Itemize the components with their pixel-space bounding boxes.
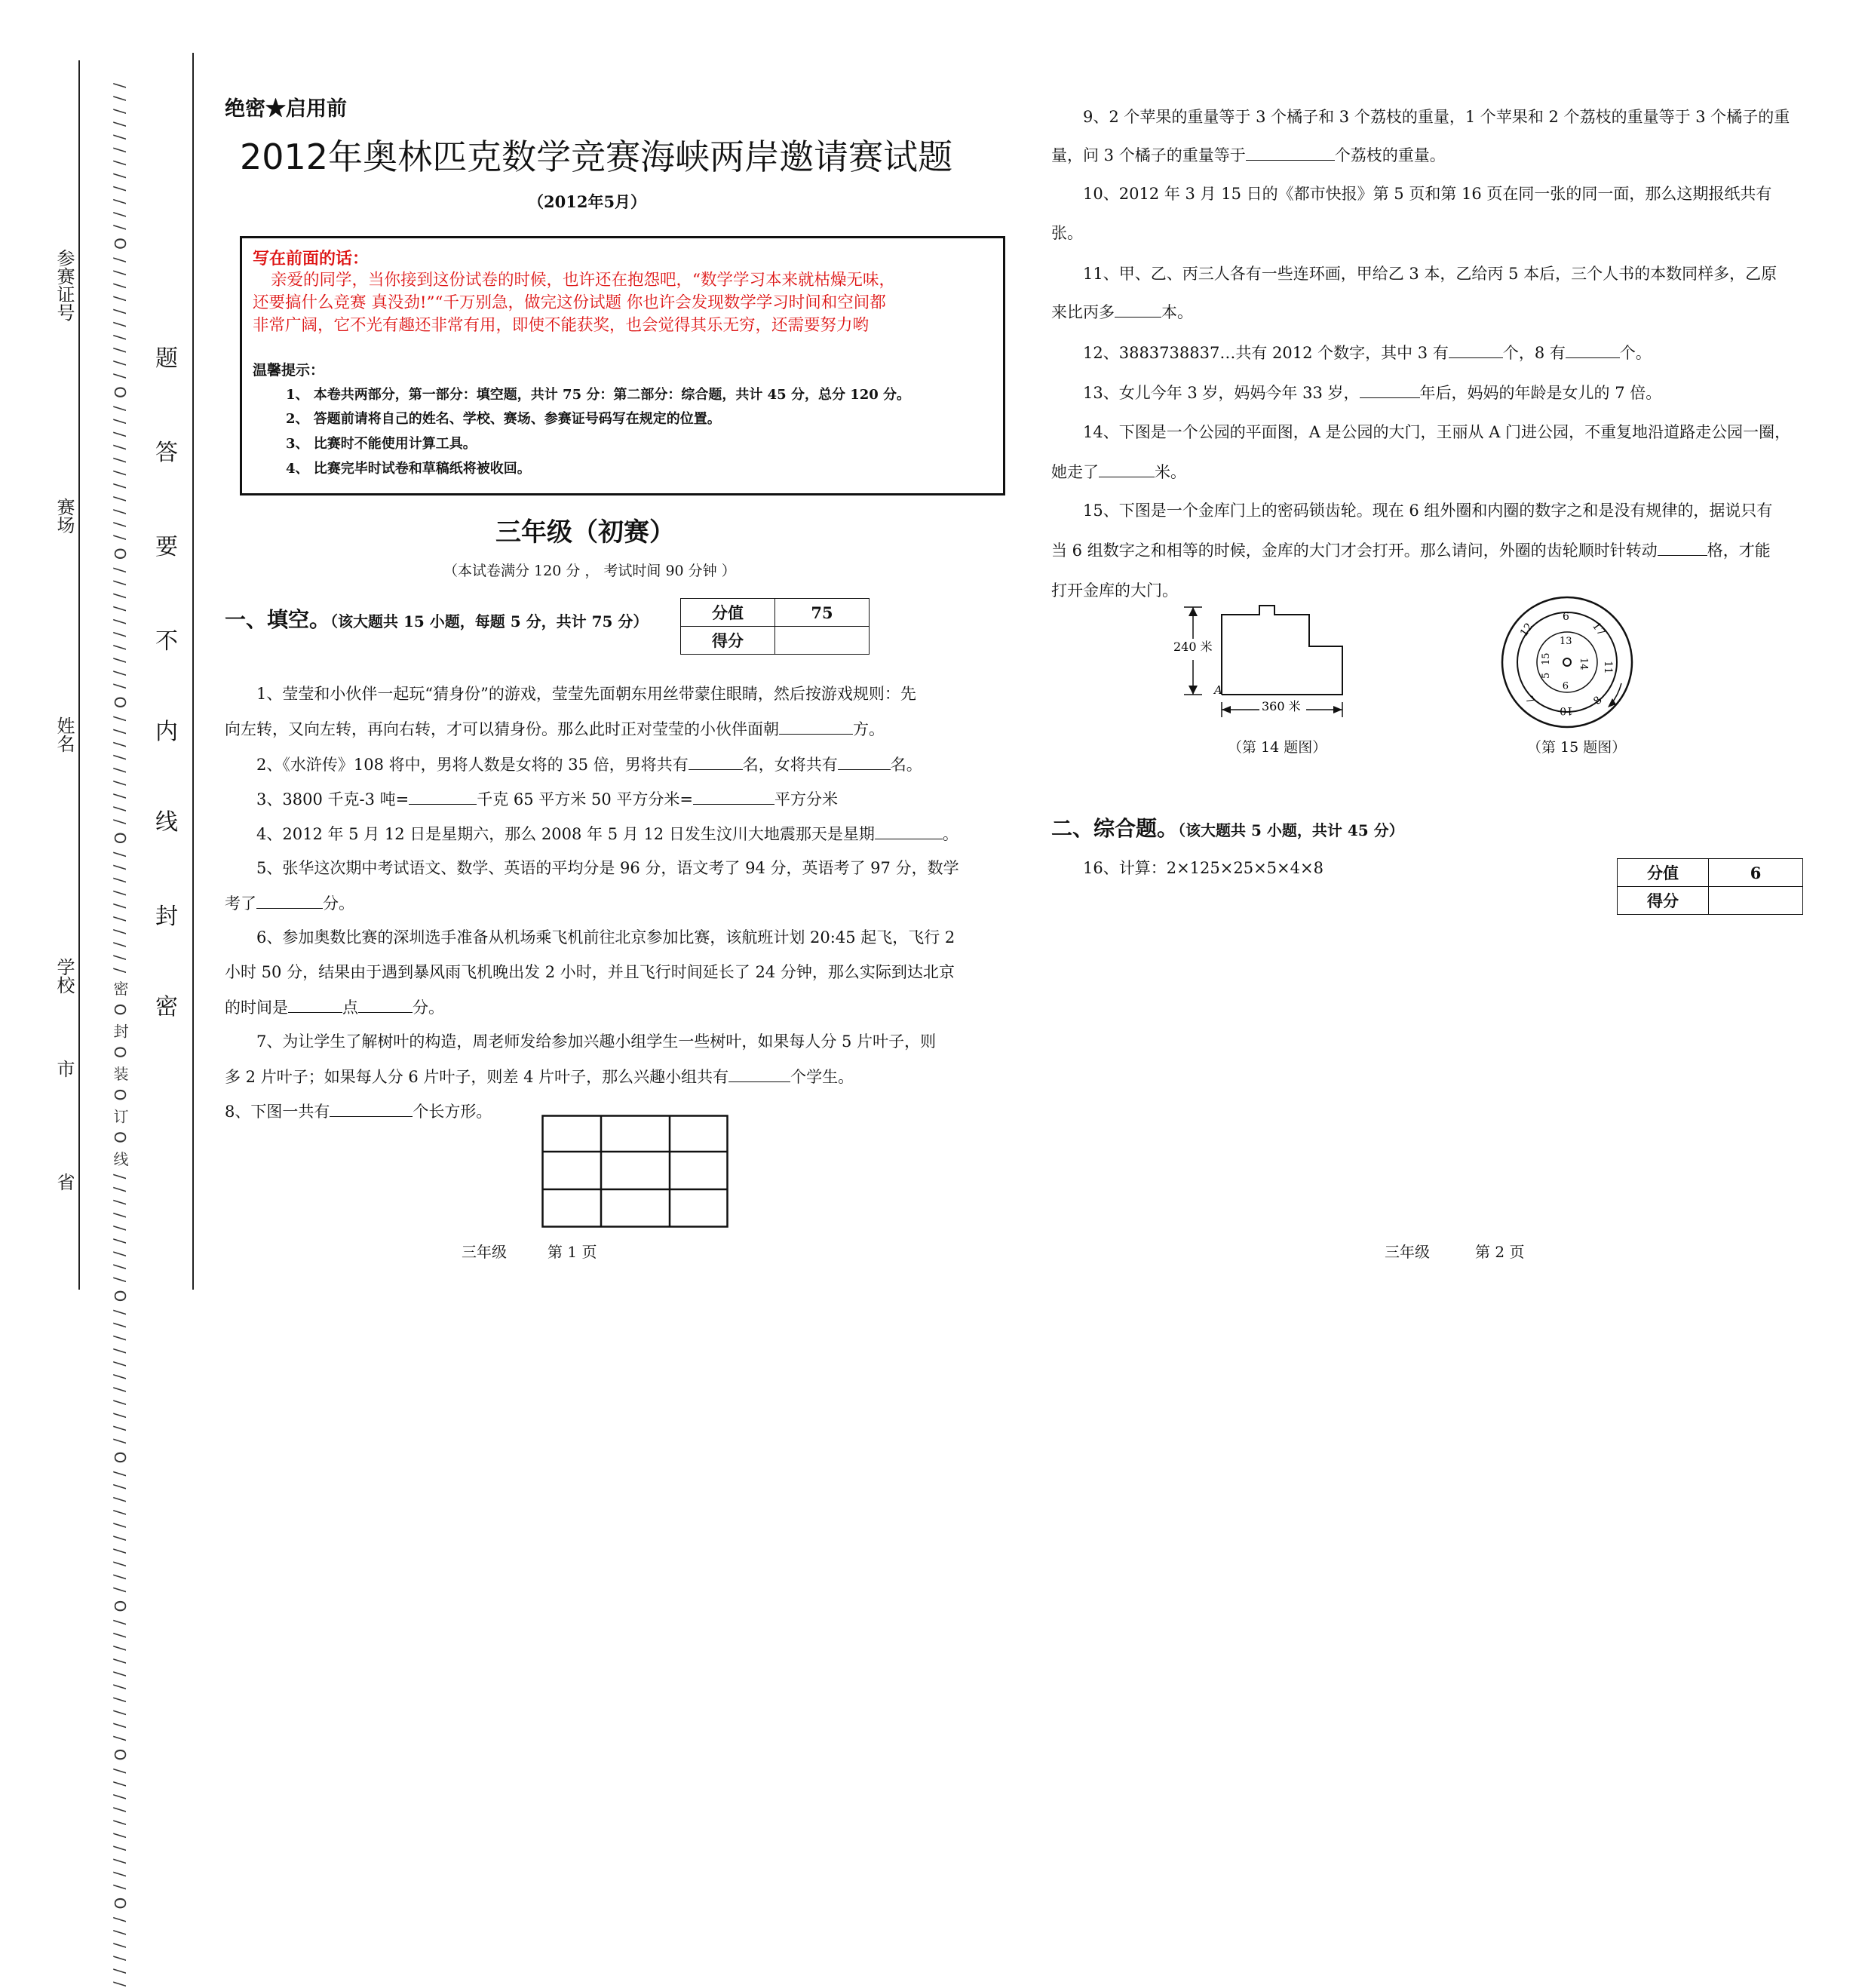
question-line: 9、2 个苹果的重量等于 3 个橘子和 3 个荔枝的重量，1 个苹果和 2 个荔枝的重量等于 3 个橘子的重 xyxy=(1083,108,1790,126)
question-line: 2、《水浒传》108 将中，男将人数是女将的 35 倍，男将共有 名，女将共有 名。 xyxy=(256,756,922,774)
question-line: 量，问 3 个橘子的重量等于 个荔枝的重量。 xyxy=(1051,146,1446,164)
answer-blank[interactable] xyxy=(838,754,891,770)
fig14-point-a: A xyxy=(1214,683,1222,697)
question-line: 8、下图一共有 个长方形。 xyxy=(225,1103,492,1121)
answer-blank[interactable] xyxy=(358,997,413,1013)
warning-char: 封 xyxy=(155,903,178,930)
question-line: 4、2012 年 5 月 12 日是星期六，那么 2008 年 5 月 12 日发生汶川大地震那天是星期 。 xyxy=(256,825,959,843)
question-line: 张。 xyxy=(1051,224,1083,242)
answer-blank[interactable] xyxy=(1246,145,1335,161)
fig15-outer-number: 17 xyxy=(1590,620,1608,639)
field-venue-label: 赛场 xyxy=(54,498,75,534)
fig14-height-label: 240 米 xyxy=(1173,640,1213,654)
seal-dotted-line: / / / / / / / / / / / / O / / / / / / / / / / O / / / / / / / / / / / O / / / / / / / / / / O / / / / / / / / / O / / / / / / / / / / 密 O 封 O 装 O 订 O 线 / / / / / / / / / O / / / / / / / / / / / O / / / / / / / / / / O / / / / / / / / / / O / / / / / / / / / / O / / / / / / xyxy=(111,83,129,1988)
notice-line: 亲爱的同学，当你接到这份试卷的时候，也许还在抱怨吧，“数学学习本来就枯燥无味， xyxy=(271,271,895,290)
answer-blank[interactable] xyxy=(256,893,323,909)
footer-page: 第 1 页 xyxy=(547,1243,597,1261)
answer-blank[interactable] xyxy=(1566,342,1620,358)
answer-blank[interactable] xyxy=(1099,462,1155,477)
fig15-outer-number: 10 xyxy=(1560,704,1573,716)
notice-box xyxy=(240,236,1005,495)
section2-heading xyxy=(1051,812,1404,842)
got-label: 得分 xyxy=(681,627,775,655)
fig14-park-plan xyxy=(1161,600,1373,724)
question-line: 15、下图是一个金库门上的密码锁齿轮。现在 6 组外圈和内圈的数字之和是没有规律的，据说只有 xyxy=(1083,502,1773,520)
fig15-outer-number: 12 xyxy=(1517,621,1536,640)
answer-blank[interactable] xyxy=(330,1101,413,1117)
section2-title: 二、综合题。 xyxy=(1051,816,1179,841)
answer-blank[interactable] xyxy=(693,789,774,805)
fig15-inner-number: 13 xyxy=(1560,636,1572,647)
warning-char: 不 xyxy=(155,628,178,655)
exam-date: （2012年5月） xyxy=(528,192,647,211)
question-line: 当 6 组数字之和相等的时候，金库的大门才会打开。那么请问，外圈的齿轮顺时针转动 格，才能 xyxy=(1051,541,1771,560)
question-line: 她走了 米。 xyxy=(1051,463,1186,481)
notice-heading: 写在前面的话： xyxy=(253,249,370,268)
score-value: 6 xyxy=(1709,859,1803,887)
answer-blank[interactable] xyxy=(1658,540,1707,556)
fig15-outer-number: 8 xyxy=(1591,694,1605,707)
section2-desc: （该大题共 5 小题，共计 45 分） xyxy=(1178,821,1404,839)
grade-subtitle: （本试卷满分 120 分 ， 考试时间 90 分钟 ） xyxy=(443,563,736,579)
question-line: 向左转，又向左转，再向右转，才可以猜身份。那么此时正对莹莹的小伙伴面朝 方。 xyxy=(225,720,885,738)
secret-label: 绝密★启用前 xyxy=(225,97,347,121)
answer-blank[interactable] xyxy=(409,789,477,805)
fig15-inner-number: 5 xyxy=(1541,672,1552,679)
answer-blank[interactable] xyxy=(875,824,943,839)
answer-blank[interactable] xyxy=(288,997,342,1013)
fig15-inner-number: 9 xyxy=(1562,679,1569,690)
question-line: 小时 50 分，结果由于遇到暴风雨飞机晚出发 2 小时，并且飞行时间延长了 24 分钟，那么实际到达北京 xyxy=(225,963,955,981)
footer-grade: 三年级 xyxy=(1385,1243,1430,1261)
section1-heading xyxy=(225,603,648,634)
question-line: 13、女儿今年 3 岁，妈妈今年 33 岁， 年后，妈妈的年龄是女儿的 7 倍。 xyxy=(1083,384,1662,402)
binding-line-right xyxy=(192,53,194,1290)
tip-item: 2、 答题前请将自己的姓名、学校、赛场、参赛证号码写在规定的位置。 xyxy=(286,411,721,427)
question-16: 16、计算：2×125×25×5×4×8 xyxy=(1083,859,1324,877)
section1-score-table xyxy=(680,598,870,655)
field-city-label: 市 xyxy=(54,1060,75,1078)
answer-blank[interactable] xyxy=(1115,302,1161,318)
question-line: 来比丙多 本。 xyxy=(1051,303,1193,321)
answer-blank[interactable] xyxy=(1360,382,1420,398)
exam-title: 2012年奥林匹克数学竞赛海峡两岸邀请赛试题 xyxy=(240,137,953,177)
question-line: 12、3883738837…共有 2012 个数字，其中 3 有 个，8 有 个。 xyxy=(1083,344,1652,362)
tip-item: 3、 比赛时不能使用计算工具。 xyxy=(286,436,477,452)
question-line: 打开金库的大门。 xyxy=(1051,581,1178,600)
tip-item: 4、 比赛完毕时试卷和草稿纸将被收回。 xyxy=(286,461,531,477)
question-line: 14、下图是一个公园的平面图，A 是公园的大门，王丽从 A 门进公园，不重复地沿道路走公园一圈， xyxy=(1083,423,1791,441)
section1-title: 一、填空。 xyxy=(225,607,331,632)
got-value-cell[interactable] xyxy=(1709,887,1803,915)
field-exam-id-label: 参赛证号 xyxy=(54,249,75,321)
question-line: 多 2 片叶子；如果每人分 6 片叶子，则差 4 片叶子，那么兴趣小组共有 个学生。 xyxy=(225,1068,854,1086)
tips-title: 温馨提示： xyxy=(253,362,325,379)
warning-char: 内 xyxy=(155,719,178,745)
field-school-label: 学校 xyxy=(54,958,75,994)
field-province-label: 省 xyxy=(54,1173,75,1191)
grade-title: 三年级（初赛） xyxy=(495,517,675,548)
notice-line: 还要搞什么竞赛 真没劲!”“千万别急，做完这份试题 你也许会发现数学学习时间和空间都 xyxy=(253,293,886,312)
section2-score-table xyxy=(1617,858,1803,915)
fig15-inner-number: 14 xyxy=(1578,658,1589,670)
question-line: 5、张华这次期中考试语文、数学、英语的平均分是 96 分，语文考了 94 分，英语考了 97 分，数学 xyxy=(256,859,959,877)
warning-char: 题 xyxy=(155,345,178,372)
question-line: 考了 分。 xyxy=(225,894,354,913)
fig15-outer-number: 6 xyxy=(1563,611,1569,623)
answer-blank[interactable] xyxy=(779,719,853,735)
got-value-cell[interactable] xyxy=(775,627,870,655)
question-line: 1、莹莹和小伙伴一起玩“猜身份”的游戏，莹莹先面朝东用丝带蒙住眼睛，然后按游戏规则：先 xyxy=(256,685,916,703)
fig15-caption: （第 15 题图） xyxy=(1527,739,1627,756)
question-line: 的时间是 点 分。 xyxy=(225,999,444,1017)
notice-line: 非常广阔，它不光有趣还非常有用，即使不能获奖，也会觉得其乐无穷，还需要努力哟 xyxy=(253,316,870,335)
warning-char: 线 xyxy=(155,809,178,836)
question-line: 11、甲、乙、丙三人各有一些连环画，甲给乙 3 本，乙给丙 5 本后，三个人书的本数同样多，乙原 xyxy=(1083,265,1777,283)
question-line: 10、2012 年 3 月 15 日的《都市快报》第 5 页和第 16 页在同一张的同一面，那么这期报纸共有 xyxy=(1083,185,1772,203)
question-line: 7、为让学生了解树叶的构造，周老师发给参加兴趣小组学生一些树叶，如果每人分 5 片叶子，则 xyxy=(256,1032,937,1051)
score-value: 75 xyxy=(775,599,870,627)
warning-char: 答 xyxy=(155,440,178,466)
answer-blank[interactable] xyxy=(728,1066,790,1082)
tip-item: 1、 本卷共两部分，第一部分：填空题，共计 75 分：第二部分：综合题，共计 45 分，总分 120 分。 xyxy=(286,387,911,403)
q8-rectangle-grid xyxy=(541,1115,728,1228)
fig15-outer-number: 11 xyxy=(1602,661,1614,674)
answer-blank[interactable] xyxy=(689,754,743,770)
section1-desc: （该大题共 15 小题，每题 5 分，共计 75 分） xyxy=(330,612,649,630)
question-line: 3、3800 千克-3 吨= 千克 65 平方米 50 平方分米= 平方分米 xyxy=(256,790,838,808)
fig15-combination-lock xyxy=(1499,594,1635,730)
warning-char: 要 xyxy=(155,534,178,560)
fig14-width-label: 360 米 xyxy=(1262,699,1301,713)
footer-grade: 三年级 xyxy=(462,1243,507,1261)
got-label: 得分 xyxy=(1618,887,1709,915)
score-label: 分值 xyxy=(1618,859,1709,887)
question-line: 6、参加奥数比赛的深圳选手准备从机场乘飞机前往北京参加比赛，该航班计划 20:45 起飞，飞行 2 xyxy=(256,928,955,946)
field-name-label: 姓名 xyxy=(54,716,75,753)
score-label: 分值 xyxy=(681,599,775,627)
binding-line-left xyxy=(78,60,80,1290)
answer-blank[interactable] xyxy=(1449,342,1503,358)
warning-char: 密 xyxy=(155,994,178,1020)
fig15-inner-number: 15 xyxy=(1541,652,1552,665)
footer-page: 第 2 页 xyxy=(1475,1243,1525,1261)
fig14-caption: （第 14 题图） xyxy=(1228,739,1327,756)
fig15-outer-number: 7 xyxy=(1523,694,1537,707)
